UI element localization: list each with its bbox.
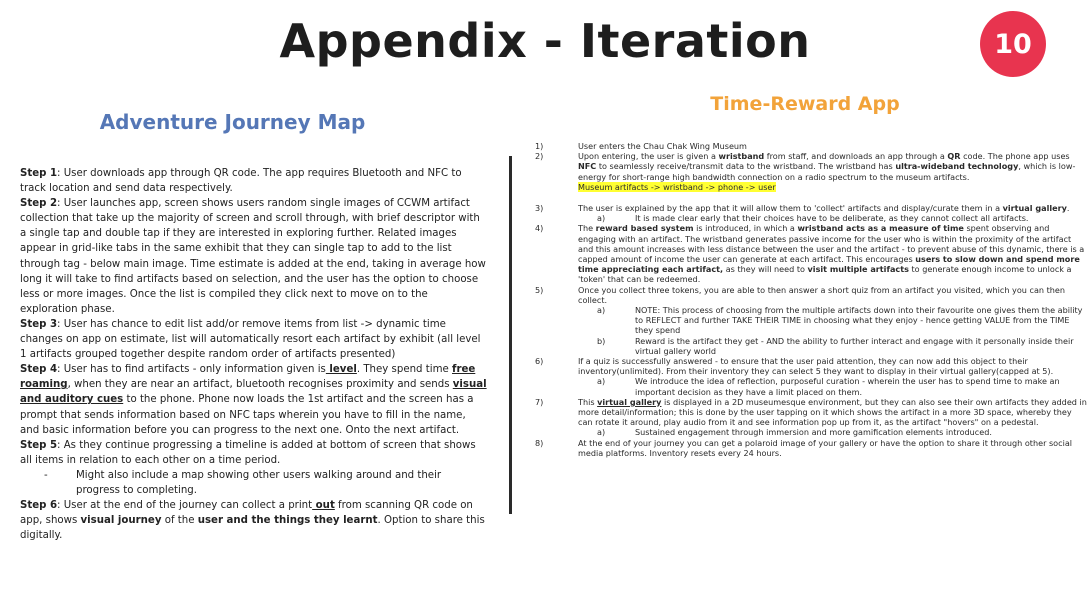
step-2: Step 2: User launches app, screen shows users random single images of CCWM artifact collection that take up the majority of screen and scroll through, with brief descriptor with a single tap and double tap if they are interested in exploring further. Related images appear in grid-like tabs in the same exhibit that they can single tap to add to the list through tag - below main image. Time estimate is added at the end, taking in average how long it will take to find artifacts based on selection, and the user has the option to choose less or more images. Once the list is compiled they click next to move on to the exploration phase. (20, 198, 486, 315)
step-5: Step 5: As they continue progressing a timeline is added at bottom of screen that shows all items in relation to each other on a time period. (20, 439, 476, 466)
adventure-steps (20, 166, 488, 543)
time-reward-list (535, 141, 1087, 458)
list-item-5: 5) Once you collect three tokens, you are able to then answer a short quiz from an artifact you visited, which you can then collect. (535, 284, 1066, 305)
list-item-3a: a) It is made clear early that their choices have to be deliberate, as they cannot collect all artifacts. (597, 213, 1029, 224)
list-item-6a: a) We introduce the idea of reflection, purposeful curation - wherein the user has to spend time to make an important decision as they have a limit placed on them. (597, 376, 1060, 397)
list-item-3: 3) The user is explained by the app that it will allow them to 'collect' artifacts and display/curate them in a virtual gallery. (535, 203, 1070, 214)
list-item-7a: a) Sustained engagement through immersion and more gamification elements introduced. (597, 427, 992, 438)
page-number-badge: 10 (980, 11, 1046, 77)
step-4: Step 4: User has to find artifacts - only information given is level. They spend time free roaming, when they are near an artifact, bluetooth recognises proximity and sends visual and auditory cues to the phone. Phone now loads the 1st artifact and the screen has a prompt that sends information based on NFC taps wherein you have to fill in the name, and basic information before you can progress to the next one. Onto the next artifact. (20, 364, 487, 436)
time-reward-app-heading: Time-Reward App (710, 93, 900, 115)
list-item-6: 6) If a quiz is successfully answered - to ensure that the user paid attention, they can now add this object to their inventory(unlimited). From their inventory they can select 5 they want to display in their virtual gallery(capped at 5). (535, 356, 1054, 377)
column-divider (509, 156, 512, 514)
step-1: Step 1: User downloads app through QR code. The app requires Bluetooth and NFC to track location and send data respectively. (20, 168, 462, 195)
list-item-7: 7) This virtual gallery is displayed in a 2D museumesque environment, but they can also see their own artifacts they added in more detail/information; this is done by the user tapping on it which shows the artifact in a more 3D space, whereby they can rotate it around, play audio from it and see information pop up from it, as the artifact "hovers" on a pedestal. (535, 396, 1087, 428)
list-item-5b: b) Reward is the artifact they get - AND the ability to further interact and engage with it personally inside their virtual gallery world (597, 335, 1074, 356)
list-item-5a: a) NOTE: This process of choosing from the multiple artifacts down into their favourite one gives them the ability to REFLECT and further TAKE THEIR TIME in choosing what they enjoy - hence getting VALUE from the TIME they spend (597, 305, 1083, 336)
adventure-journey-map-heading: Adventure Journey Map (99, 110, 366, 134)
page-title: Appendix - Iteration (279, 14, 811, 68)
step-3: Step 3: User has chance to edit list add/or remove items from list -> dynamic time changes on app on estimate, list will automatically resort each artifact by exhibit (all level 1 artifacts grouped together despite random order of artifacts presented) (20, 318, 481, 361)
data-flow-highlight: Museum artifacts -> wristband -> phone -> user (578, 181, 776, 192)
step-6: Step 6: User at the end of the journey can collect a print out from scanning QR code on app, shows visual journey of the user and the things they learnt. Option to share this digitally. (20, 500, 485, 542)
list-item-8: 8) At the end of your journey you can get a polaroid image of your gallery or have the option to share it through other social media platforms. Inventory resets every 24 hours. (535, 437, 1073, 458)
step-5-bullet: - Might also include a map showing other users walking around and their progress to completing. (44, 469, 442, 496)
list-item-4: 4) The reward based system is introduced, in which a wristband acts as a measure of time spent observing and engaging with an artifact. The wristband generates passive income for the user who is within the proximity of the artifact and this amount increases with less distance between the user and the artifact - to prevent abuse of this dynamic, there is a capped amount of income the user can generate at each artifact. This encourages users to slow down and spend more time appreciating each artifact, as they will need to visit multiple artifacts to generate enough income to unlock a 'token' that can be redeemed. (535, 223, 1085, 285)
list-item-1: 1) User enters the Chau Chak Wing Museum (535, 141, 747, 151)
list-item-2: 2) Upon entering, the user is given a wristband from staff, and downloads an app through a QR code. The phone app uses NFC to seamlessly receive/transmit data to the wristband. The wristband has ultra-wideband technology, which is low-energy for short-range high bandwidth connection on a radio spectrum to the museum artifacts. Museum artifacts -> wristband -> phone -> user (535, 151, 1076, 192)
